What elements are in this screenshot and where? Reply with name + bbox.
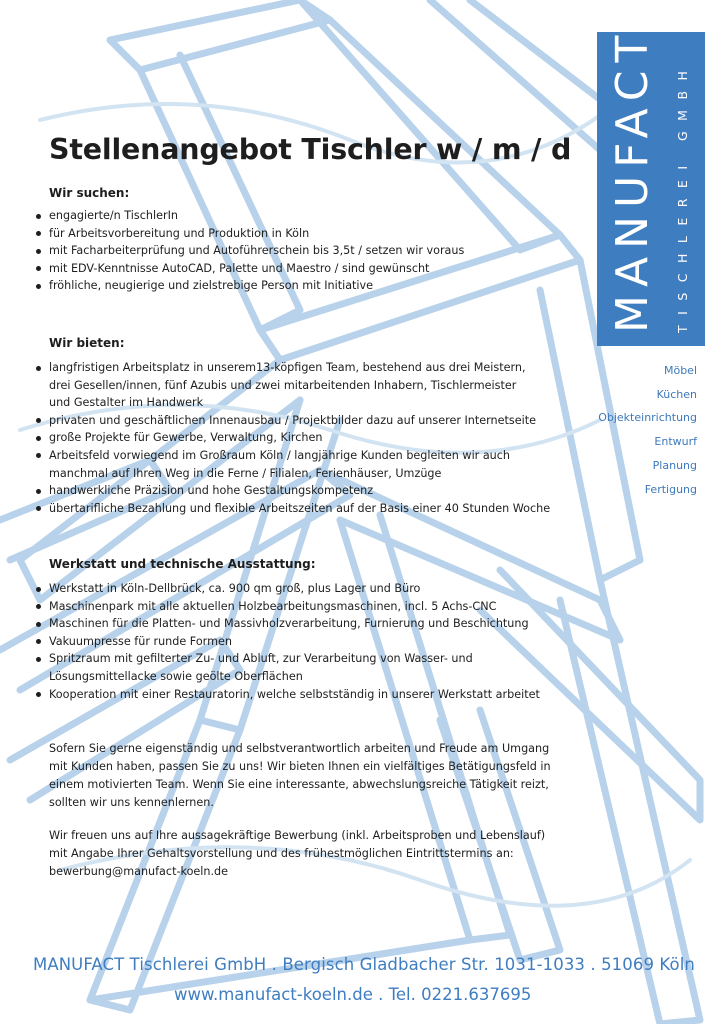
list-item-line: Spritzraum mit gefilterter Zu- und Abluft, zur Verarbeitung von Wasser- und [49,652,473,666]
list-werkstatt [33,580,540,703]
list-item [33,447,550,482]
paragraph-line: Wir freuen uns auf Ihre aussagekräftige Bewerbung (inkl. Arbeitsproben und Lebenslauf) [49,829,546,842]
list-item-line: Arbeitsfeld vorwiegend im Großraum Köln / langjährige Kunden begleiten wir auch [49,448,511,462]
paragraph-line: Sofern Sie gerne eigenständig und selbstverantwortlich arbeiten und Freude am Umgang [49,742,550,755]
page-title: Stellenangebot Tischler w / m / d [49,133,572,166]
footer-address: MANUFACT Tischlerei GmbH . Bergisch Gladbacher Str. 1031-1033 . 51069 Köln [33,955,695,974]
closing-paragraph-1 [49,740,589,812]
list-item-line: und Gestalter im Handwerk [49,396,204,410]
list-item [33,650,540,685]
list-item-line: drei Gesellen/innen, fünf Azubis und zwei mitarbeitenden Inhabern, Tischlermeister [49,378,517,392]
service-item: Objekteinrichtung [598,411,697,425]
list-item: für Arbeitsvorbereitung und Produktion in Köln [33,225,464,243]
list-item: engagierte/n TischlerIn [33,207,464,225]
paragraph-line: einem motivierten Team. Wenn Sie eine interessante, abwechslungsreiche Tätigkeit reizt, [49,777,549,791]
service-item: Planung [652,458,697,472]
list-item-line: Lösungsmittellacke sowie geölte Oberflächen [49,669,303,683]
section-heading-bieten: Wir bieten: [49,336,125,350]
paragraph-line: mit Kunden haben, passen Sie zu uns! Wir bieten Ihnen ein vielfältiges Betätigungsfeld in [49,759,551,773]
list-item: handwerkliche Präzision und hohe Gestaltungskompetenz [33,482,550,500]
footer-contact: www.manufact-koeln.de . Tel. 0221.637695 [174,985,532,1004]
list-suchen [33,207,464,295]
list-item-line: langfristigen Arbeitsplatz in unserem13-köpfigen Team, bestehend aus drei Meistern, [49,361,526,374]
brand-subtitle: TISCHLEREI GMBH [675,60,690,333]
list-item: Kooperation mit einer Restauratorin, welche selbstständig in unserer Werkstatt arbeitet [33,686,540,704]
list-item: übertarifliche Bezahlung und flexible Arbeitszeiten auf der Basis einer 40 Stunden Woche [33,500,550,518]
list-item: Vakuumpresse für runde Formen [33,633,540,651]
section-heading-werkstatt: Werkstatt und technische Ausstattung: [49,557,316,571]
list-item: mit EDV-Kenntnisse AutoCAD, Palette und Maestro / sind gewünscht [33,260,464,278]
service-item: Küchen [656,387,697,401]
closing-paragraph-2 [49,827,589,881]
services-list [598,359,697,501]
service-item: Fertigung [644,482,697,496]
list-item [33,359,550,412]
service-item: Entwurf [654,435,697,449]
section-heading-suchen: Wir suchen: [49,186,130,200]
list-item: fröhliche, neugierige und zielstrebige Person mit Initiative [33,277,464,295]
list-item: privaten und geschäftlichen Innenausbau / Projektbilder dazu auf unserer Internetseite [33,412,550,430]
list-item: Maschinenpark mit alle aktuellen Holzbearbeitungsmaschinen, incl. 5 Achs-CNC [33,598,540,616]
list-item: Werkstatt in Köln-Dellbrück, ca. 900 qm groß, plus Lager und Büro [33,580,540,598]
service-item: Möbel [663,364,697,377]
list-item: mit Facharbeiterprüfung und Autoführerschein bis 3,5t / setzen wir voraus [33,242,464,260]
paragraph-line: sollten wir uns kennenlernen. [49,795,214,809]
list-item: große Projekte für Gewerbe, Verwaltung, Kirchen [33,429,550,447]
list-bieten [33,359,550,517]
list-item: Maschinen für die Platten- und Massivholzverarbeitung, Furnierung und Beschichtung [33,615,540,633]
brand-name: MANUFACT [607,27,658,333]
application-email: bewerbung@manufact-koeln.de [49,864,229,878]
paragraph-line: mit Angabe Ihrer Gehaltsvorstellung und des frühestmöglichen Eintrittstermins an: [49,846,514,860]
list-item-line: manchmal auf Ihren Weg in die Ferne / Filialen, Ferienhäuser, Umzüge [49,466,442,480]
